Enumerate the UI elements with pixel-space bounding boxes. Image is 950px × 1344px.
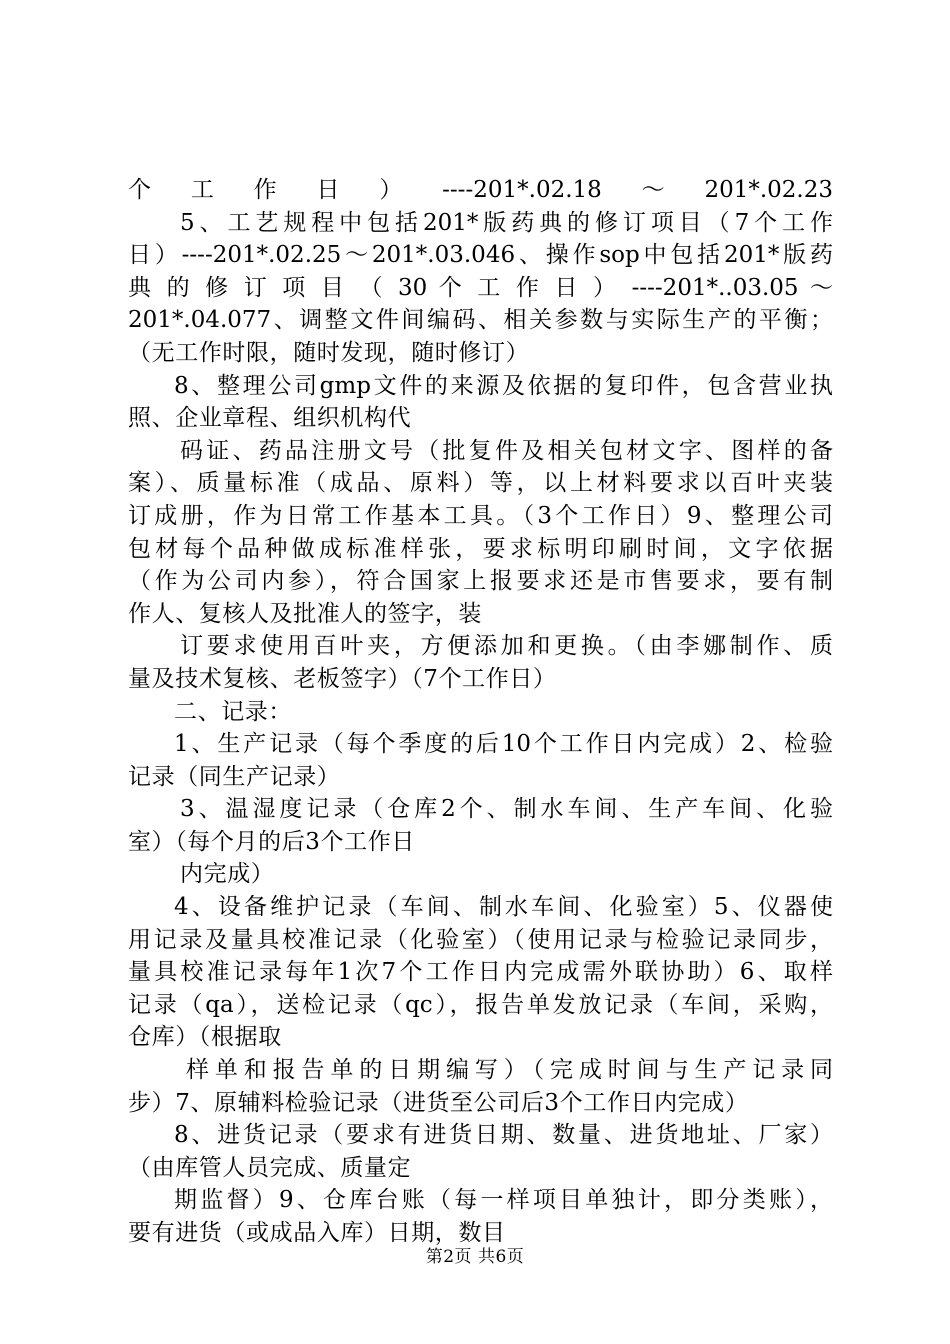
text-line: 日）----201*.02.25～201*.03.046、操作sop中包括201*版药 <box>128 242 833 269</box>
text-line: 期监督）9、仓库台账（每一样项目单独计，即分类账）， <box>174 1187 833 1214</box>
text-line: 量及技术复核、老板签字）（7个工作日） <box>128 665 557 692</box>
text-line: 5、工艺规程中包括201*版药典的修订项目（7个工作 <box>180 209 833 236</box>
section-heading: 二、记录： <box>174 698 292 725</box>
text-line: 订成册，作为日常工作基本工具。（3个工作日）9、整理公司 <box>128 502 833 529</box>
text-line: （作为公司内参），符合国家上报要求还是市售要求，要有制 <box>128 568 833 595</box>
text-line: 步）7、原辅料检验记录（进货至公司后3个工作日内完成） <box>128 1089 749 1116</box>
text-line: 个工作日）----201*.02.18～201*.02.23 <box>128 177 833 203</box>
text-line: 记录（同生产记录） <box>128 763 341 790</box>
text-line: 4、设备维护记录（车间、制水车间、化验室）5、仪器使 <box>174 894 833 921</box>
text-line: 样单和报告单的日期编写）（完成时间与生产记录同 <box>186 1057 833 1084</box>
text-line: 作人、复核人及批准人的签字，装 <box>128 600 482 627</box>
text-line: 订要求使用百叶夹，方便添加和更换。（由李娜制作、质 <box>180 633 833 660</box>
page-footer: 第2页 共6页 <box>425 1247 525 1267</box>
text-line: 1、生产记录（每个季度的后10个工作日内完成）2、检验 <box>174 731 833 758</box>
text-line: 用记录及量具校准记录（化验室）（使用记录与检验记录同步， <box>128 926 833 953</box>
text-line: 内完成） <box>180 861 275 888</box>
text-line: 8、进货记录（要求有进货日期、数量、进货地址、厂家） <box>174 1122 833 1149</box>
document-body <box>128 174 833 1250</box>
text-line: 记录（qa），送检记录（qc），报告单发放记录（车间，采购， <box>128 991 833 1018</box>
text-line: 室）（每个月的后3个工作日 <box>128 828 415 855</box>
text-line: 量具校准记录每年1次7个工作日内完成需外联协助）6、取样 <box>128 959 833 986</box>
text-line: 典 的 修 订 项 目 （ 30 个 工 作 日 ） ----201*..03.05 ～ <box>128 274 833 301</box>
text-line: （由库管人员完成、质量定 <box>128 1154 412 1181</box>
text-line: 案）、质量标准（成品、原料）等，以上材料要求以百叶夹装 <box>128 470 833 497</box>
text-line: （无工作时限，随时发现，随时修订） <box>128 339 530 366</box>
text-line: 3、温湿度记录（仓库2个、制水车间、生产车间、化验 <box>180 796 833 823</box>
text-line: 包材每个品种做成标准样张，要求标明印刷时间，文字依据 <box>128 535 833 562</box>
text-line: 8、整理公司gmp文件的来源及依据的复印件，包含营业执 <box>174 372 833 399</box>
text-line: 照、企业章程、组织机构代 <box>128 405 412 432</box>
text-line: 201*.04.077、调整文件间编码、相关参数与实际生产的平衡； <box>128 307 833 334</box>
text-line: 码证、药品注册文号（批复件及相关包材文字、图样的备 <box>180 437 833 464</box>
text-line: 要有进货（或成品入库）日期，数目 <box>128 1220 506 1246</box>
text-line: 仓库）（根据取 <box>128 1024 282 1051</box>
